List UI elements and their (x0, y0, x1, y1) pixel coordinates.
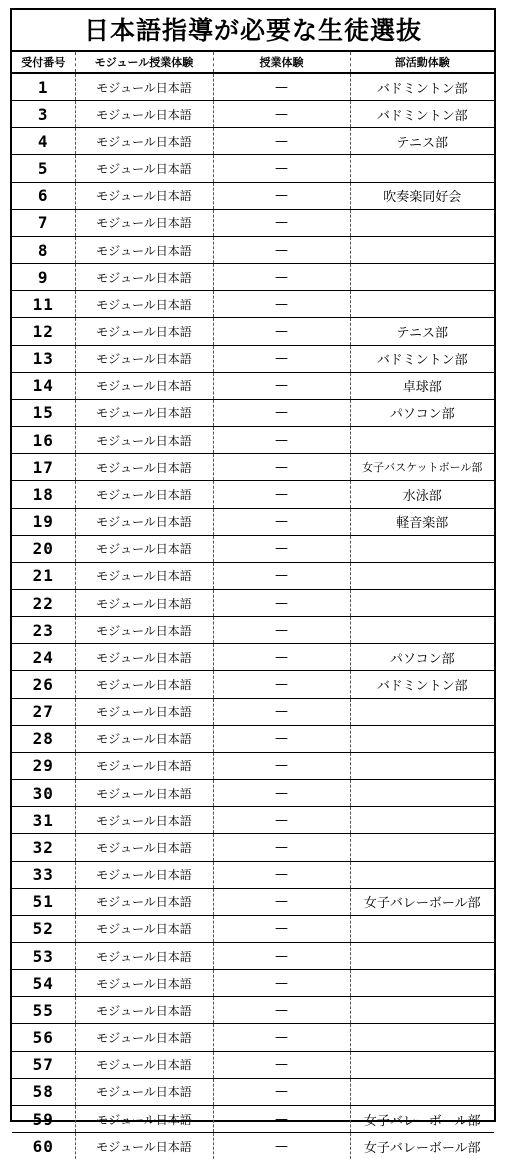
table-row (12, 155, 494, 182)
cell-module: モジュール日本語 (75, 997, 213, 1024)
cell-class-trial: — (213, 1078, 350, 1105)
cell-module: モジュール日本語 (75, 1024, 213, 1051)
cell-number: 12 (12, 318, 75, 345)
cell-module: モジュール日本語 (75, 101, 213, 128)
cell-module: モジュール日本語 (75, 807, 213, 834)
cell-class-trial: — (213, 915, 350, 942)
cell-number: 15 (12, 399, 75, 426)
cell-class-trial: — (213, 997, 350, 1024)
cell-class-trial: — (213, 943, 350, 970)
table-row (12, 834, 494, 861)
cell-module: モジュール日本語 (75, 345, 213, 372)
cell-number: 16 (12, 427, 75, 454)
table-row (12, 644, 494, 671)
table-row (12, 209, 494, 236)
table-row (12, 943, 494, 970)
cell-module: モジュール日本語 (75, 1051, 213, 1078)
header-club-trial: 部活動体験 (350, 52, 494, 73)
table-row (12, 73, 494, 101)
cell-club-trial: 水泳部 (350, 481, 494, 508)
cell-club-trial (350, 155, 494, 182)
table-row (12, 997, 494, 1024)
table-row (12, 372, 494, 399)
table-row (12, 318, 494, 345)
cell-module: モジュール日本語 (75, 427, 213, 454)
cell-club-trial: 女子バレーボール部 (350, 888, 494, 915)
cell-module: モジュール日本語 (75, 562, 213, 589)
cell-number: 24 (12, 644, 75, 671)
cell-class-trial: — (213, 780, 350, 807)
cell-club-trial: 軽音楽部 (350, 508, 494, 535)
cell-club-trial: パソコン部 (350, 399, 494, 426)
cell-number: 5 (12, 155, 75, 182)
cell-number: 23 (12, 617, 75, 644)
cell-class-trial: — (213, 1105, 350, 1132)
cell-club-trial: 卓球部 (350, 372, 494, 399)
cell-club-trial (350, 562, 494, 589)
cell-class-trial: — (213, 1051, 350, 1078)
cell-class-trial: — (213, 182, 350, 209)
cell-number: 54 (12, 970, 75, 997)
student-table (12, 52, 494, 1159)
table-row (12, 291, 494, 318)
cell-number: 18 (12, 481, 75, 508)
cell-class-trial: — (213, 236, 350, 263)
cell-club-trial (350, 236, 494, 263)
cell-club-trial (350, 617, 494, 644)
cell-module: モジュール日本語 (75, 671, 213, 698)
cell-module: モジュール日本語 (75, 264, 213, 291)
cell-club-trial (350, 698, 494, 725)
cell-club-trial (350, 780, 494, 807)
table-row (12, 671, 494, 698)
cell-module: モジュール日本語 (75, 128, 213, 155)
cell-module: モジュール日本語 (75, 182, 213, 209)
cell-club-trial (350, 209, 494, 236)
cell-module: モジュール日本語 (75, 1105, 213, 1132)
table-row (12, 182, 494, 209)
cell-module: モジュール日本語 (75, 399, 213, 426)
cell-number: 52 (12, 915, 75, 942)
cell-module: モジュール日本語 (75, 155, 213, 182)
cell-module: モジュール日本語 (75, 617, 213, 644)
cell-module: モジュール日本語 (75, 1078, 213, 1105)
cell-class-trial: — (213, 644, 350, 671)
header-module: モジュール授業体験 (75, 52, 213, 73)
table-row (12, 535, 494, 562)
cell-module: モジュール日本語 (75, 1133, 213, 1159)
cell-module: モジュール日本語 (75, 209, 213, 236)
cell-club-trial: 吹奏楽同好会 (350, 182, 494, 209)
cell-number: 7 (12, 209, 75, 236)
cell-module: モジュール日本語 (75, 915, 213, 942)
cell-module: モジュール日本語 (75, 780, 213, 807)
table-row (12, 780, 494, 807)
cell-club-trial (350, 861, 494, 888)
cell-module: モジュール日本語 (75, 725, 213, 752)
table-row (12, 970, 494, 997)
cell-class-trial: — (213, 128, 350, 155)
cell-module: モジュール日本語 (75, 73, 213, 101)
cell-club-trial: バドミントン部 (350, 73, 494, 101)
cell-class-trial: — (213, 861, 350, 888)
table-row (12, 589, 494, 616)
page-title: 日本語指導が必要な生徒選抜 (12, 10, 494, 52)
cell-class-trial: — (213, 508, 350, 535)
cell-number: 51 (12, 888, 75, 915)
table-row (12, 481, 494, 508)
cell-class-trial: — (213, 752, 350, 779)
cell-class-trial: — (213, 1024, 350, 1051)
table-row (12, 454, 494, 481)
cell-class-trial: — (213, 427, 350, 454)
cell-number: 19 (12, 508, 75, 535)
cell-number: 32 (12, 834, 75, 861)
table-row (12, 1024, 494, 1051)
cell-class-trial: — (213, 589, 350, 616)
cell-number: 28 (12, 725, 75, 752)
table-row (12, 427, 494, 454)
cell-class-trial: — (213, 209, 350, 236)
table-row (12, 1078, 494, 1105)
cell-class-trial: — (213, 481, 350, 508)
cell-class-trial: — (213, 535, 350, 562)
cell-number: 55 (12, 997, 75, 1024)
selection-sheet (10, 8, 496, 1156)
table-row (12, 752, 494, 779)
cell-class-trial: — (213, 101, 350, 128)
cell-club-trial (350, 834, 494, 861)
cell-class-trial: — (213, 617, 350, 644)
cell-number: 30 (12, 780, 75, 807)
table-row (12, 861, 494, 888)
table-row (12, 236, 494, 263)
cell-club-trial (350, 752, 494, 779)
table-row (12, 264, 494, 291)
cell-club-trial (350, 970, 494, 997)
cell-module: モジュール日本語 (75, 644, 213, 671)
cell-number: 22 (12, 589, 75, 616)
cell-number: 31 (12, 807, 75, 834)
cell-number: 21 (12, 562, 75, 589)
cell-module: モジュール日本語 (75, 236, 213, 263)
header-class-trial: 授業体験 (213, 52, 350, 73)
cell-number: 4 (12, 128, 75, 155)
table-row (12, 562, 494, 589)
cell-module: モジュール日本語 (75, 861, 213, 888)
table-row (12, 698, 494, 725)
cell-club-trial (350, 1051, 494, 1078)
cell-club-trial (350, 291, 494, 318)
cell-number: 20 (12, 535, 75, 562)
table-row (12, 617, 494, 644)
cell-number: 3 (12, 101, 75, 128)
cell-club-trial: バドミントン部 (350, 101, 494, 128)
cell-number: 14 (12, 372, 75, 399)
table-row (12, 1133, 494, 1159)
cell-club-trial (350, 943, 494, 970)
cell-club-trial (350, 1024, 494, 1051)
cell-club-trial (350, 427, 494, 454)
cell-club-trial: テニス部 (350, 318, 494, 345)
cell-class-trial: — (213, 834, 350, 861)
cell-module: モジュール日本語 (75, 535, 213, 562)
cell-club-trial (350, 535, 494, 562)
cell-class-trial: — (213, 73, 350, 101)
cell-module: モジュール日本語 (75, 589, 213, 616)
cell-club-trial (350, 1078, 494, 1105)
table-row (12, 345, 494, 372)
table-row (12, 725, 494, 752)
table-row (12, 399, 494, 426)
table-row (12, 807, 494, 834)
table-row (12, 1105, 494, 1132)
cell-club-trial: バドミントン部 (350, 671, 494, 698)
cell-number: 1 (37, 77, 49, 97)
cell-class-trial: — (213, 454, 350, 481)
cell-module: モジュール日本語 (75, 888, 213, 915)
cell-club-trial (350, 589, 494, 616)
cell-module: モジュール日本語 (75, 291, 213, 318)
cell-module: モジュール日本語 (75, 372, 213, 399)
table-row (12, 888, 494, 915)
cell-club-trial: 女子バレーボール部 (350, 1133, 494, 1159)
cell-module: モジュール日本語 (75, 752, 213, 779)
cell-class-trial: — (213, 671, 350, 698)
cell-module: モジュール日本語 (75, 481, 213, 508)
cell-number: 29 (12, 752, 75, 779)
cell-class-trial: — (213, 807, 350, 834)
cell-number: 53 (12, 943, 75, 970)
cell-number: 17 (12, 454, 75, 481)
cell-club-trial (350, 264, 494, 291)
cell-club-trial: バドミントン部 (350, 345, 494, 372)
cell-module: モジュール日本語 (75, 943, 213, 970)
header-number: 受付番号 (12, 52, 75, 73)
cell-class-trial: — (213, 318, 350, 345)
cell-class-trial: — (213, 698, 350, 725)
cell-module: モジュール日本語 (75, 970, 213, 997)
cell-class-trial: — (213, 562, 350, 589)
cell-class-trial: — (213, 345, 350, 372)
cell-number: 13 (12, 345, 75, 372)
cell-number: 9 (12, 264, 75, 291)
cell-class-trial: — (213, 888, 350, 915)
cell-club-trial: 女子バスケットボール部 (350, 454, 494, 481)
cell-number: 33 (12, 861, 75, 888)
cell-club-trial (350, 915, 494, 942)
cell-module: モジュール日本語 (75, 318, 213, 345)
table-row (12, 508, 494, 535)
cell-class-trial: — (213, 725, 350, 752)
table-row (12, 1051, 494, 1078)
table-row (12, 128, 494, 155)
cell-number: 59 (12, 1105, 75, 1132)
cell-number: 8 (12, 236, 75, 263)
cell-class-trial: — (213, 372, 350, 399)
cell-club-trial (350, 725, 494, 752)
cell-club-trial: テニス部 (350, 128, 494, 155)
cell-club-trial (350, 997, 494, 1024)
table-row (12, 101, 494, 128)
table-row (12, 915, 494, 942)
cell-club-trial: パソコン部 (350, 644, 494, 671)
cell-number: 56 (12, 1024, 75, 1051)
cell-number: 26 (12, 671, 75, 698)
cell-module: モジュール日本語 (75, 454, 213, 481)
cell-number: 27 (12, 698, 75, 725)
cell-club-trial (350, 807, 494, 834)
cell-number: 57 (12, 1051, 75, 1078)
cell-club-trial: 女子バレーボール部 (350, 1105, 494, 1132)
cell-class-trial: — (213, 291, 350, 318)
cell-number: 58 (12, 1078, 75, 1105)
cell-number: 6 (12, 182, 75, 209)
cell-module: モジュール日本語 (75, 698, 213, 725)
cell-class-trial: — (213, 970, 350, 997)
cell-class-trial: — (213, 264, 350, 291)
cell-class-trial: — (213, 399, 350, 426)
table-header-row (12, 52, 494, 73)
cell-number: 11 (12, 291, 75, 318)
table-body (12, 73, 494, 1159)
cell-number: 60 (12, 1133, 75, 1159)
cell-class-trial: — (213, 155, 350, 182)
cell-module: モジュール日本語 (75, 834, 213, 861)
cell-module: モジュール日本語 (75, 508, 213, 535)
cell-class-trial: — (213, 1133, 350, 1159)
